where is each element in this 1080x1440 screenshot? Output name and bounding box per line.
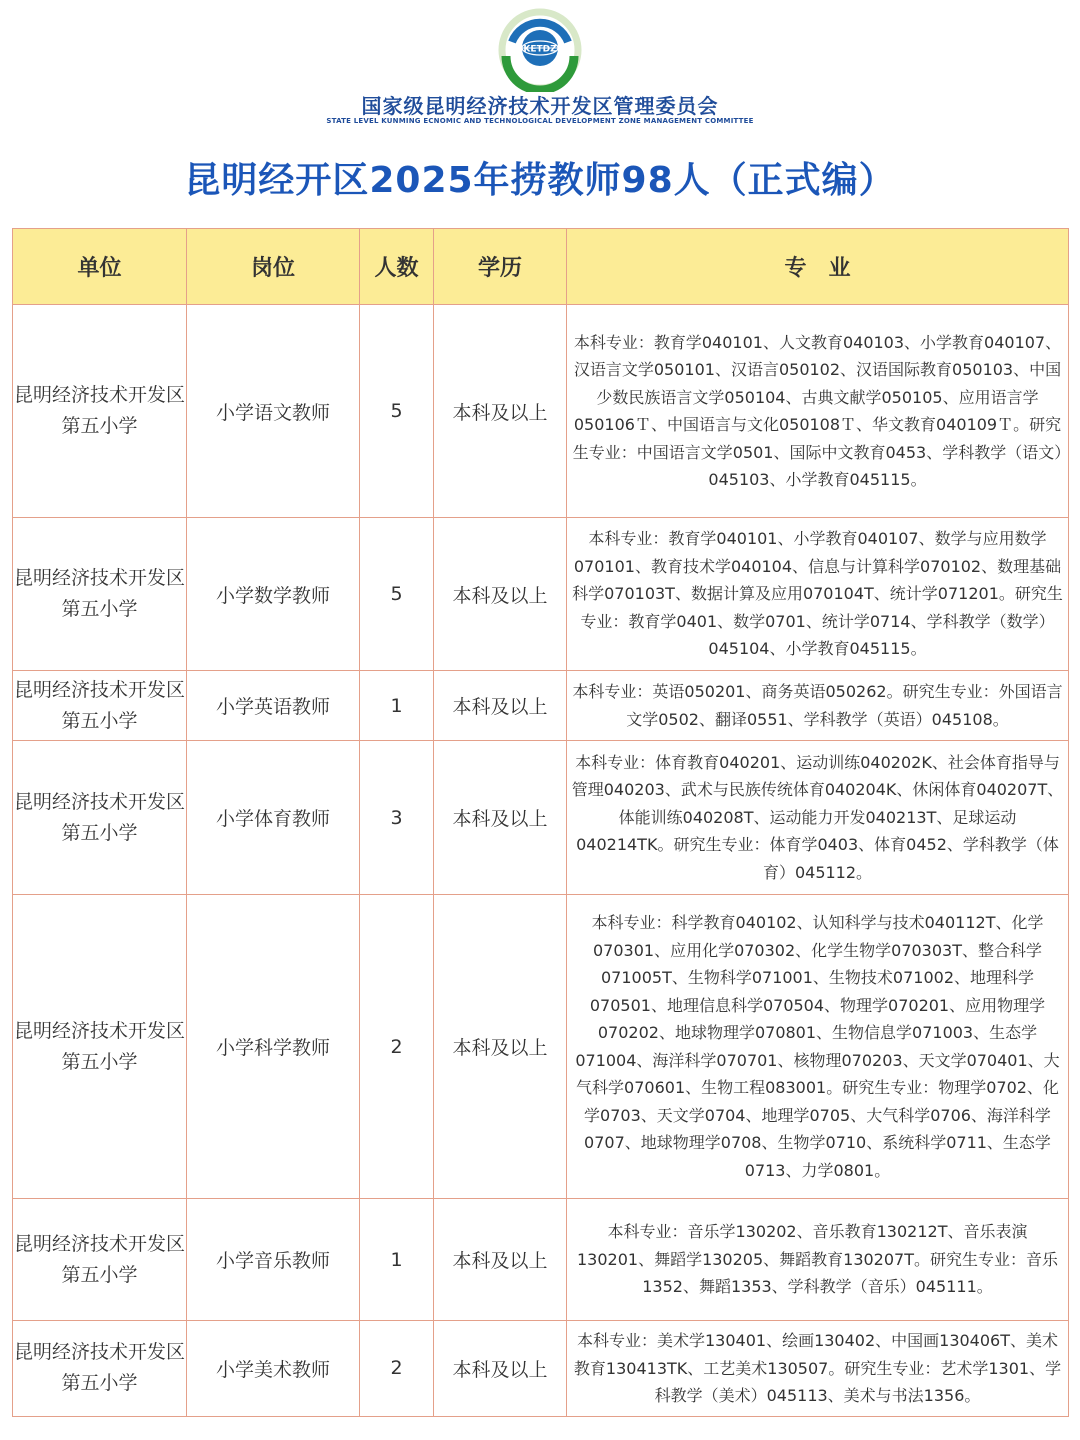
education-cell: 本科及以上 — [434, 895, 567, 1199]
recruitment-table — [12, 228, 1069, 1417]
post-cell: 小学英语教师 — [187, 671, 360, 741]
education-cell: 本科及以上 — [434, 518, 567, 671]
major-cell: 本科专业：教育学040101、人文教育040103、小学教育040107、汉语言文学050101、汉语言050102、汉语国际教育050103、中国少数民族语言文学050104、古典文献学050105、应用语言学050106Ｔ、中国语言与文化050108Ｔ、华文教育040109Ｔ。研究生专业：中国语言文学0501、国际中文教育0453、学科教学（语文）045103、小学教育045115。 — [567, 305, 1069, 518]
column-header-post: 岗位 — [187, 229, 360, 305]
major-cell: 本科专业：体育教育040201、运动训练040202K、社会体育指导与管理040203、武术与民族传统体育040204K、休闲体育040207T、体能训练040208T、运动能力开发040213T、足球运动040214TK。研究生专业：体育学0403、体育0452、学科教学（体育）045112。 — [567, 741, 1069, 895]
table-row — [13, 895, 1069, 1199]
post-cell: 小学音乐教师 — [187, 1199, 360, 1321]
unit-cell: 昆明经济技术开发区第五小学 — [13, 895, 187, 1199]
major-cell: 本科专业：美术学130401、绘画130402、中国画130406T、美术教育130413TK、工艺美术130507。研究生专业：艺术学1301、学科教学（美术）045113、美术与书法1356。 — [567, 1321, 1069, 1417]
unit-cell: 昆明经济技术开发区第五小学 — [13, 1321, 187, 1417]
table-row — [13, 741, 1069, 895]
organization-name: 国家级昆明经济技术开发区管理委员会 — [361, 94, 719, 118]
count-cell: 5 — [360, 305, 434, 518]
post-cell: 小学体育教师 — [187, 741, 360, 895]
count-cell: 1 — [360, 1199, 434, 1321]
column-header-major: 专 业 — [567, 229, 1069, 305]
page-title: 昆明经开区2025年捞教师98人（正式编） — [184, 160, 896, 201]
ketdz-logo-icon — [490, 6, 590, 92]
education-cell: 本科及以上 — [434, 741, 567, 895]
table-header-row — [13, 229, 1069, 305]
column-header-education: 学历 — [434, 229, 567, 305]
header — [0, 0, 1080, 215]
post-cell: 小学语文教师 — [187, 305, 360, 518]
unit-cell: 昆明经济技术开发区第五小学 — [13, 671, 187, 741]
table-row — [13, 518, 1069, 671]
major-cell: 本科专业：英语050201、商务英语050262。研究生专业：外国语言文学0502、翻译0551、学科教学（英语）045108。 — [567, 671, 1069, 741]
svg-text:KETDZ: KETDZ — [523, 44, 557, 55]
count-cell: 2 — [360, 1321, 434, 1417]
major-cell: 本科专业：科学教育040102、认知科学与技术040112T、化学070301、应用化学070302、化学生物学070303T、整合科学071005T、生物科学071001、生物技术071002、地理科学070501、地理信息科学070504、物理学070201、应用物理学070202、地球物理学070801、生物信息学071003、生态学071004、海洋科学070701、核物理070203、天文学070401、大气科学070601、生物工程083001。研究生专业：物理学0702、化学0703、天文学0704、地理学0705、大气科学0706、海洋科学0707、地球物理学0708、生物学0710、系统科学0711、生态学0713、力学0801。 — [567, 895, 1069, 1199]
major-cell: 本科专业：教育学040101、小学教育040107、数学与应用数学070101、教育技术学040104、信息与计算科学070102、数理基础科学070103T、数据计算及应用070104T、统计学071201。研究生专业：教育学0401、数学0701、统计学0714、学科教学（数学）045104、小学教育045115。 — [567, 518, 1069, 671]
count-cell: 3 — [360, 741, 434, 895]
unit-cell: 昆明经济技术开发区第五小学 — [13, 305, 187, 518]
education-cell: 本科及以上 — [434, 671, 567, 741]
table-row — [13, 1199, 1069, 1321]
unit-cell: 昆明经济技术开发区第五小学 — [13, 518, 187, 671]
count-cell: 5 — [360, 518, 434, 671]
table-row — [13, 1321, 1069, 1417]
organization-name-english: STATE LEVEL KUNMING ECNOMIC AND TECHNOLOGICAL DEVELOPMENT ZONE MANAGEMENT COMMITTEE — [326, 117, 754, 125]
column-header-count: 人数 — [360, 229, 434, 305]
post-cell: 小学美术教师 — [187, 1321, 360, 1417]
unit-cell: 昆明经济技术开发区第五小学 — [13, 741, 187, 895]
post-cell: 小学数学教师 — [187, 518, 360, 671]
major-cell: 本科专业：音乐学130202、音乐教育130212T、音乐表演130201、舞蹈学130205、舞蹈教育130207T。研究生专业：音乐1352、舞蹈1353、学科教学（音乐）045111。 — [567, 1199, 1069, 1321]
education-cell: 本科及以上 — [434, 1199, 567, 1321]
education-cell: 本科及以上 — [434, 1321, 567, 1417]
post-cell: 小学科学教师 — [187, 895, 360, 1199]
count-cell: 1 — [360, 671, 434, 741]
unit-cell: 昆明经济技术开发区第五小学 — [13, 1199, 187, 1321]
count-cell: 2 — [360, 895, 434, 1199]
table-row — [13, 671, 1069, 741]
education-cell: 本科及以上 — [434, 305, 567, 518]
column-header-unit: 单位 — [13, 229, 187, 305]
table-row — [13, 305, 1069, 518]
